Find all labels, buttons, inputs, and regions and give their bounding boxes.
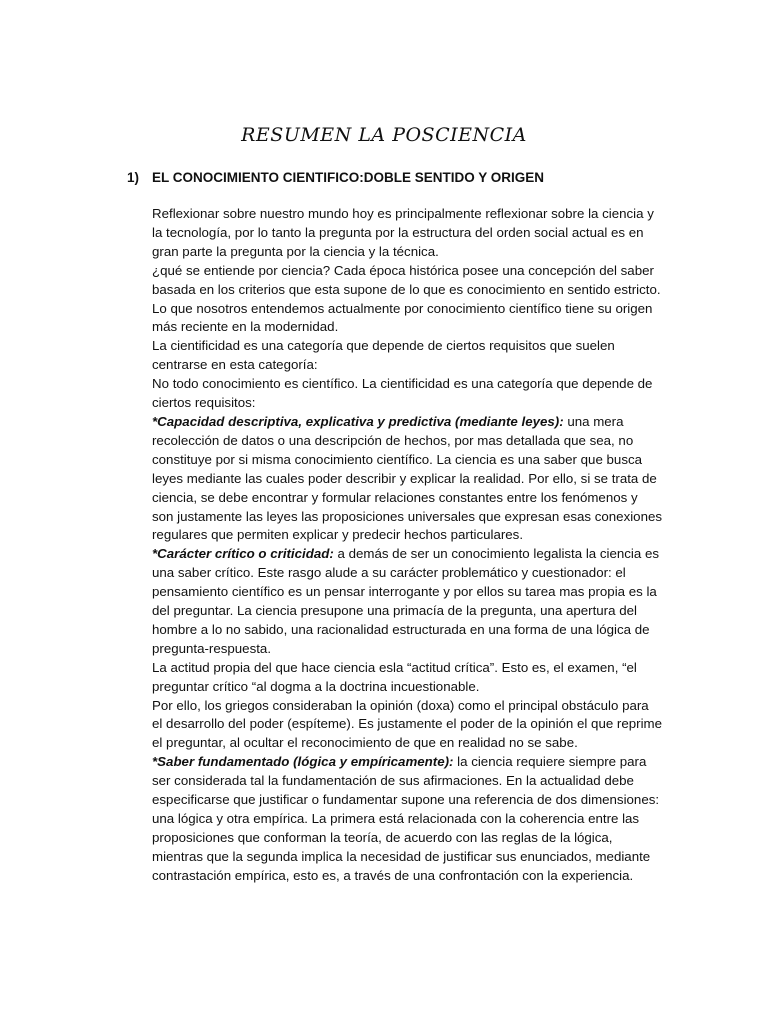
paragraph-9-text: la ciencia requiere siempre para ser considerada tal la fundamentación de sus afirmaciones. En la actualidad debe especificarse que justificar o fundamentar supone una referencia de dos dimensiones: una lógica y otra empírica. La primera está relacionada con la coherencia entre las proposiciones que conforman la teoría, de acuerdo con las reglas de la lógica, mientras que la segunda implica la necesidad de justificar sus enunciados, mediante contrastación empírica, esto es, a través de una confrontación con la experiencia.: [152, 754, 660, 883]
paragraph-6: [152, 545, 662, 658]
section-heading: [127, 170, 544, 185]
term-saber-fundamentado: *Saber fundamentado (lógica y empíricamente):: [152, 754, 454, 770]
paragraph-7: La actitud propia del que hace ciencia esla “actitud crítica”. Esto es, el examen, “el preguntar crítico “al dogma a la doctrina incuestionable.: [152, 659, 637, 694]
paragraph-6-text: a demás de ser un conocimiento legalista la ciencia es una saber crítico. Este rasgo alude a su carácter problemático y cuestionador: el pensamiento científico es un pensar interrogante y por ellos su tarea mas propia es la del preguntar. La ciencia presupone una primacía de la pregunta, una apertura del hombre a lo no sabido, una racionalidad estructurada en una forma de una lógica de pregunta-respuesta.: [152, 546, 660, 656]
paragraph-5: [152, 413, 662, 545]
document-title: RESUMEN LA POSCIENCIA: [241, 124, 527, 146]
section-number: 1): [127, 170, 140, 185]
paragraph-8: Por ello, los griegos consideraban la opinión (doxa) como el principal obstáculo para el desarrollo del poder (espíteme). Es justamente el poder de la opinión el que reprime el preguntar, al ocultar el reconocimiento de que en realidad no se sabe.: [152, 697, 663, 751]
paragraph-3: La cientificidad es una categoría que depende de ciertos requisitos que suelen centrarse en esta categoría:: [152, 338, 615, 373]
paragraph-5-text: una mera recolección de datos o una descripción de hechos, por mas detallada que sea, no constituye por si misma conocimiento científico. La ciencia es una saber que busca leyes mediante las cuales poder describir y explicar la realidad. Por ello, si se trata de ciencia, se debe encontrar y formular relaciones constantes entre los fenómenos y son justamente las leyes las proposiciones universales que expresan esas conexiones regulares que permiten explicar y predecir hechos particulares.: [152, 413, 663, 543]
term-capacidad-descriptiva: *Capacidad descriptiva, explicativa y predictiva (mediante leyes):: [152, 413, 564, 429]
paragraph-4: No todo conocimiento es científico. La cientificidad es una categoría que depende de ciertos requisitos:: [152, 376, 653, 411]
section-heading-text: EL CONOCIMIENTO CIENTIFICO:DOBLE SENTIDO Y ORIGEN: [152, 170, 545, 185]
document-body: [152, 205, 662, 886]
paragraph-2: ¿qué se entiende por ciencia? Cada época histórica posee una concepción del saber basada en los criterios que esta supone de lo que es conocimiento en sentido estricto. Lo que nosotros entendemos actualmente por conocimiento científico tiene su origen más reciente en la modernidad.: [152, 262, 661, 335]
paragraph-1: Reflexionar sobre nuestro mundo hoy es principalmente reflexionar sobre la ciencia y la tecnología, por lo tanto la pregunta por la estructura del orden social actual es en gran parte la pregunta por la ciencia y la técnica.: [152, 206, 654, 259]
term-caracter-critico: *Carácter crítico o criticidad:: [152, 546, 334, 562]
paragraph-9: [152, 753, 662, 885]
